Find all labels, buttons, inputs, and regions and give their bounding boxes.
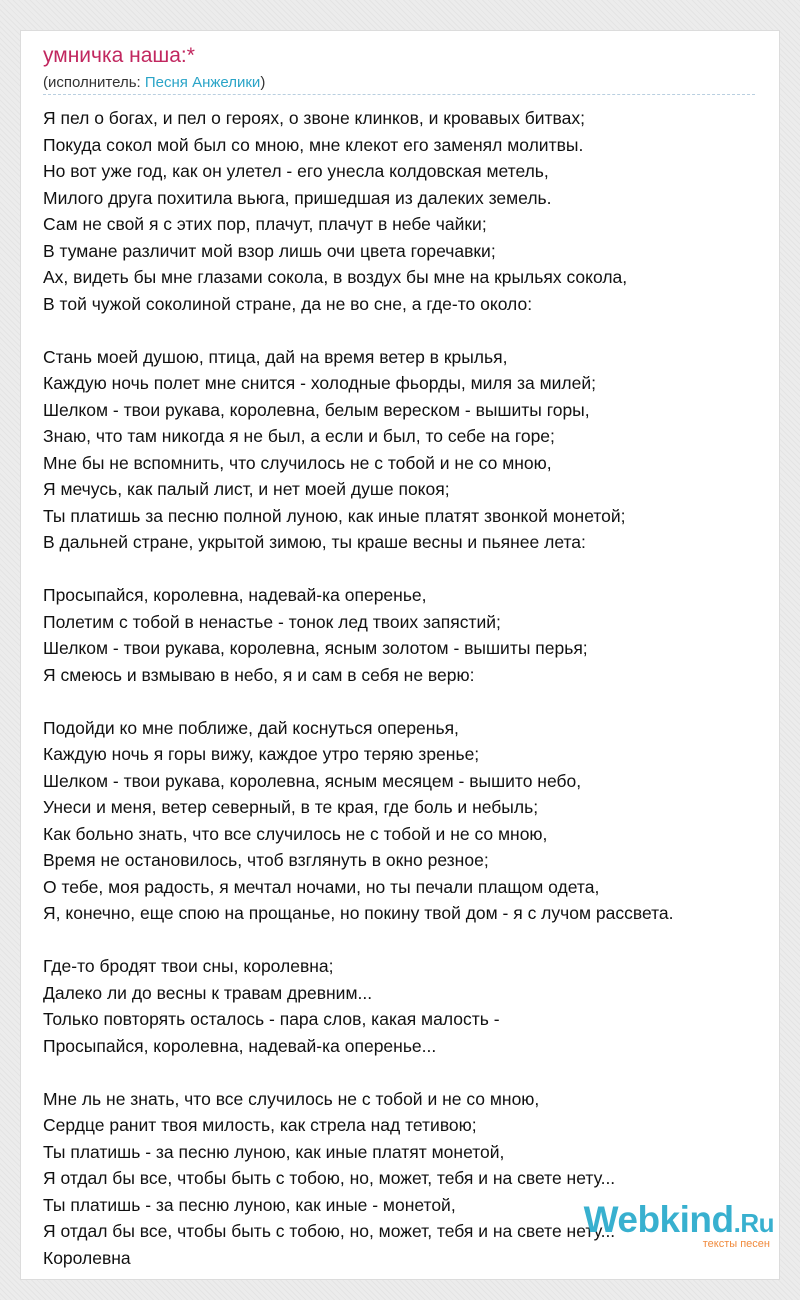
lyric-line: Шелком - твои рукава, королевна, белым вереском - вышиты горы, [43,399,590,420]
lyric-line: Ты платишь - за песню луною, как иные - монетой, [43,1194,456,1215]
lyrics-stanza [43,715,773,927]
song-title: умничка наша:* [43,44,195,67]
lyric-line: Ты платишь за песню полной луною, как иные платят звонкой монетой; [43,505,626,526]
logo-suffix: .Ru [733,1208,774,1238]
lyric-line: Как больно знать, что все случилось не с тобой и не со мною, [43,823,548,844]
lyric-line: В дальней стране, укрытой зимою, ты краше весны и пьянее лета: [43,532,586,552]
artist-line [43,73,265,93]
logo-tagline: тексты песен [702,1238,770,1250]
lyric-line: Ах, видеть бы мне глазами сокола, в воздух бы мне на крыльях сокола, [43,267,628,287]
lyric-line: Покуда сокол мой был со мною, мне клекот его заменял молитвы. [43,134,584,155]
lyric-line: Я, конечно, еще спою на прощанье, но покину твой дом - я с лучом рассвета. [43,903,674,923]
lyric-line: Знаю, что там никогда я не был, а если и был, то себе на горе; [43,426,555,446]
lyrics-stanza [43,582,773,688]
lyric-line: Я отдал бы все, чтобы быть с тобою, но, может, тебя и на свете нету... [43,1221,616,1241]
lyric-line: Сердце ранит твоя милость, как стрела над тетивою; [43,1115,477,1135]
lyric-line: Просыпайся, королевна, надевай-ка оперенье, [43,585,427,605]
lyrics-card [20,30,780,1280]
lyrics-stanza [43,105,773,317]
lyric-line: Унеси и меня, ветер северный, в те края, где боль и небыль; [43,797,539,817]
artist-prefix: (исполнитель: [43,74,145,91]
lyric-line: Милого друга похитила вьюга, пришедшая из далеких земель. [43,187,552,208]
lyrics-body [43,105,773,1298]
lyric-line: Где-то бродят твои сны, королевна; [43,956,334,976]
artist-suffix: ) [260,74,266,91]
lyric-line: Я смеюсь и взмываю в небо, я и сам в себя не верю: [43,664,475,685]
lyric-line: Полетим с тобой в ненастье - тонок лед твоих запястий; [43,611,501,632]
lyric-line: В тумане различит мой взор лишь очи цвета горечавки; [43,240,496,261]
lyric-line: Каждую ночь полет мне снится - холодные фьорды, миля за милей; [43,373,596,393]
lyric-line: Я пел о богах, и пел о героях, о звоне клинков, и кровавых битвах; [43,108,585,128]
logo-main: Webkind [583,1199,734,1240]
lyric-line: Я мечусь, как палый лист, и нет моей душе покоя; [43,479,450,499]
lyric-line: Ты платишь - за песню луною, как иные платят монетой, [43,1141,505,1162]
lyric-line: Время не остановилось, чтоб взглянуть в окно резное; [43,850,489,870]
lyric-line: В той чужой соколиной стране, да не во сне, а где-то около: [43,293,533,314]
lyrics-stanza [43,953,773,1059]
lyric-line: Мне ль не знать, что все случилось не с тобой и не со мною, [43,1088,540,1109]
lyric-line: Только повторять осталось - пара слов, какая малость - [43,1009,500,1029]
lyric-line: Шелком - твои рукава, королевна, ясным золотом - вышиты перья; [43,638,588,658]
site-logo[interactable] [584,1200,774,1250]
logo-text [584,1200,774,1243]
lyric-line: О тебе, моя радость, я мечтал ночами, но ты печали плащом одета, [43,876,600,897]
lyric-line: Я отдал бы все, чтобы быть с тобою, но, может, тебя и на свете нету... [43,1168,616,1188]
lyric-line: Сам не свой я с этих пор, плачут, плачут в небе чайки; [43,214,487,234]
lyric-line: Королевна [43,1247,131,1268]
lyric-line: Просыпайся, королевна, надевай-ка оперенье... [43,1035,437,1056]
lyric-line: Каждую ночь я горы вижу, каждое утро теряю зренье; [43,744,480,764]
lyric-line: Подойди ко мне поближе, дай коснуться оперенья, [43,717,459,738]
lyric-line: Далеко ли до весны к травам древним... [43,982,373,1003]
artist-link[interactable]: Песня Анжелики [144,74,261,91]
header-divider [43,94,755,95]
lyrics-stanza [43,344,773,556]
lyric-line: Шелком - твои рукава, королевна, ясным месяцем - вышито небо, [43,770,582,791]
lyric-line: Стань моей душою, птица, дай на время ветер в крылья, [43,346,508,367]
lyric-line: Мне бы не вспомнить, что случилось не с тобой и не со мною, [43,452,552,473]
lyric-line: Но вот уже год, как он улетел - его унесла колдовская метель, [43,161,549,181]
